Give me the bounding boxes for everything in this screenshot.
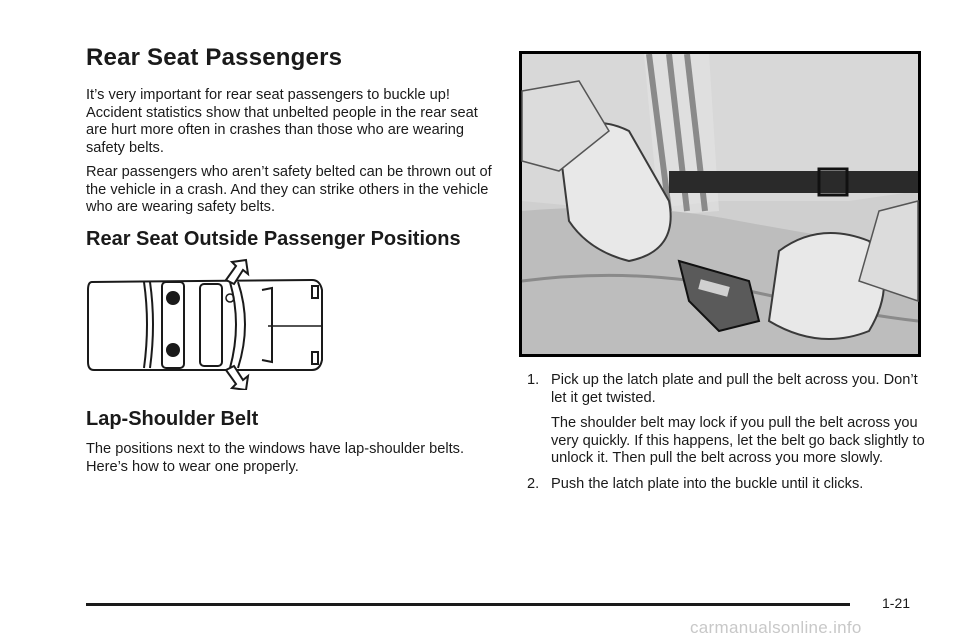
instruction-list bbox=[527, 372, 932, 494]
step-number: 2. bbox=[527, 475, 540, 492]
intro-paragraph-2: Rear passengers who aren’t safety belted can be thrown out of the vehicle in a crash. And they can strike others in the vehicle who are wearing safety belts. bbox=[86, 164, 492, 216]
list-item bbox=[527, 372, 932, 407]
page-number: 1-21 bbox=[882, 595, 911, 611]
step-text: Pick up the latch plate and pull the belt across you. Don’t let it get twisted. bbox=[551, 372, 918, 406]
list-item bbox=[527, 476, 932, 494]
step-note: The shoulder belt may lock if you pull the belt across you very quickly. If this happens, let the belt go back slightly to unlock it. Then pull the belt across you more slowly. bbox=[551, 415, 925, 467]
page-title: Rear Seat Passengers bbox=[86, 44, 343, 71]
step-number: 1. bbox=[527, 372, 540, 388]
step-text: Push the latch plate into the buckle until it clicks. bbox=[551, 475, 864, 492]
positions-heading: Rear Seat Outside Passenger Positions bbox=[86, 228, 461, 250]
lap-shoulder-heading: Lap-Shoulder Belt bbox=[86, 408, 259, 430]
intro-paragraph-1: It’s very important for rear seat passengers to buckle up! Accident statistics show that unbelted people in the rear seat are hurt more often in crashes than those who are wearing safety belts. bbox=[86, 87, 478, 156]
lap-shoulder-paragraph: The positions next to the windows have lap-shoulder belts. Here’s how to wear one properly. bbox=[86, 441, 465, 475]
watermark: carmanualsonline.info bbox=[690, 618, 862, 637]
footer-rule bbox=[86, 603, 850, 606]
car-seating-diagram bbox=[86, 258, 336, 390]
latch-plate-photo bbox=[519, 51, 921, 357]
